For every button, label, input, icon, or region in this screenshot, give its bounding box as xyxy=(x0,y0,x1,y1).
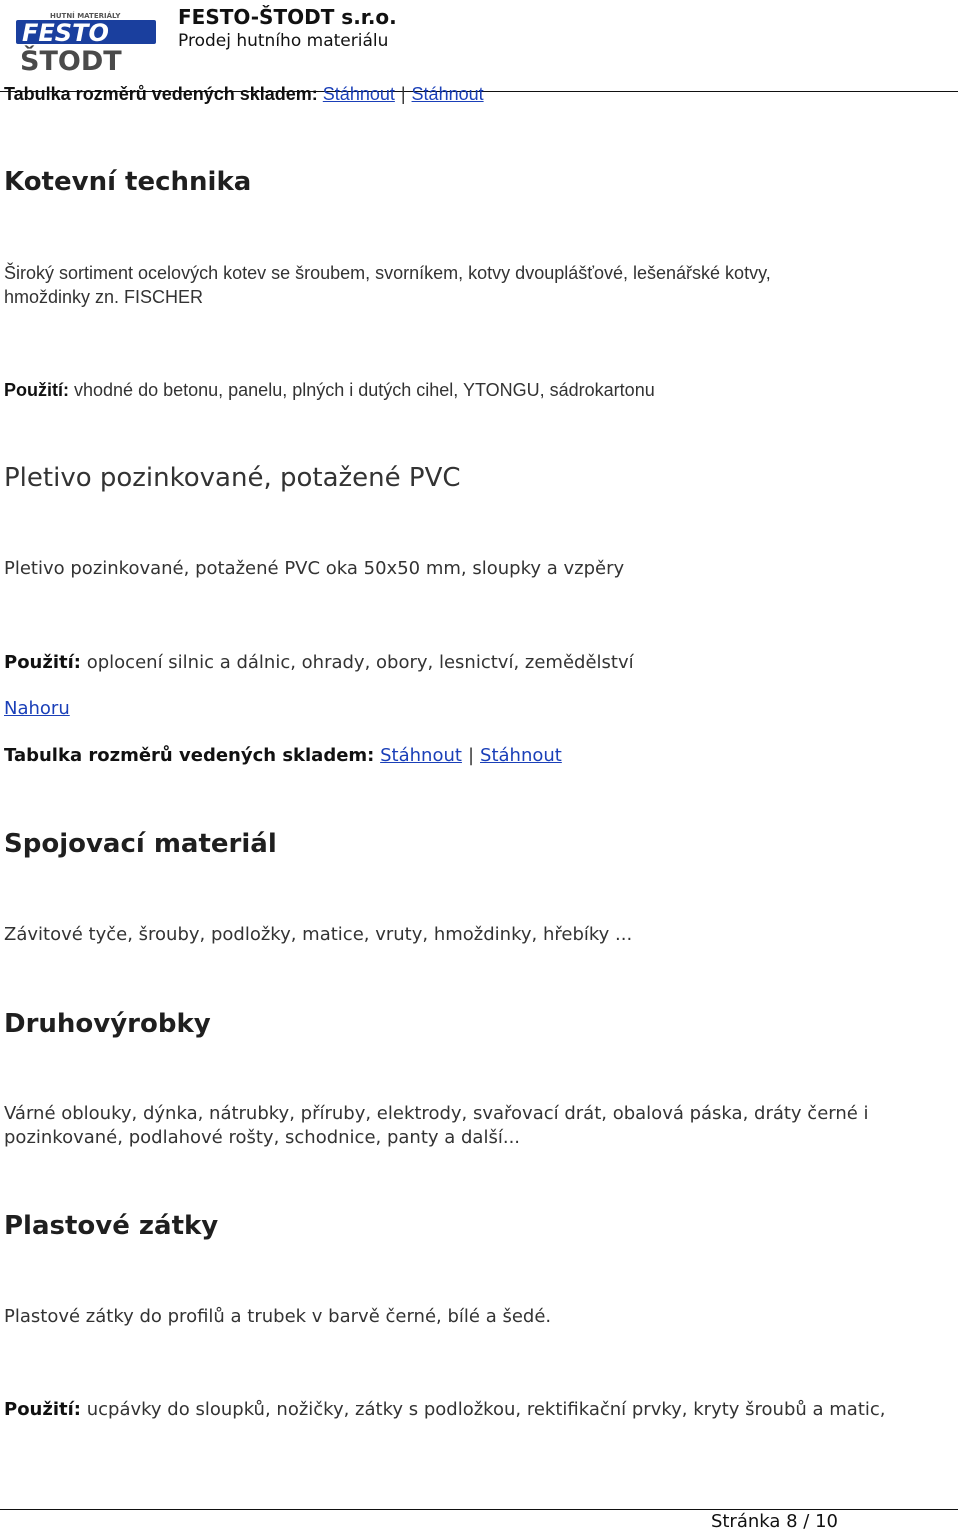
back-to-top xyxy=(4,697,70,721)
druhovyrobky-description-line2: pozinkované, podlahové rošty, schodnice, panty a další... xyxy=(4,1127,521,1148)
download-link[interactable]: Stáhnout xyxy=(480,745,562,766)
table-download-row xyxy=(4,82,484,106)
pletivo-description: Pletivo pozinkované, potažené PVC oka 50x50 mm, sloupky a vzpěry xyxy=(4,558,625,579)
download-link[interactable]: Stáhnout xyxy=(322,84,395,104)
usage-label: Použití: xyxy=(4,380,69,400)
section-heading-spojovaci: Spojovací materiál xyxy=(4,829,277,859)
kotevni-description-line1: Široký sortiment ocelových kotev se šroubem, svorníkem, kotvy dvouplášťové, lešenářské kotvy, xyxy=(4,263,771,283)
spojovaci-description: Závitové tyče, šrouby, podložky, matice, vruty, hmoždinky, hřebíky ... xyxy=(4,924,633,945)
table-label: Tabulka rozměrů vedených skladem: xyxy=(4,84,318,104)
table-label: Tabulka rozměrů vedených skladem: xyxy=(4,745,375,766)
download-link[interactable]: Stáhnout xyxy=(411,84,484,104)
separator: | xyxy=(400,84,406,104)
druhovyrobky-description-line1: Várné oblouky, dýnka, nátrubky, příruby, elektrody, svařovací drát, obalová páska, dráty černé i xyxy=(4,1103,869,1124)
plastove-usage xyxy=(4,1398,886,1422)
logo-small-text: HUTNÍ MATERIÁLY xyxy=(50,12,121,20)
company-tagline: Prodej hutního materiálu xyxy=(178,31,389,51)
table-download-row xyxy=(4,744,562,768)
kotevni-description-line2: hmoždinky zn. FISCHER xyxy=(4,287,204,307)
kotevni-usage xyxy=(4,378,655,402)
usage-text: ucpávky do sloupků, nožičky, zátky s podložkou, rektifikační prvky, kryty šroubů a matic, xyxy=(86,1399,886,1420)
nahoru-link[interactable]: Nahoru xyxy=(4,698,70,719)
section-heading-kotevni: Kotevní technika xyxy=(4,167,252,197)
section-heading-plastove: Plastové zátky xyxy=(4,1211,219,1241)
usage-text: vhodné do betonu, panelu, plných i dutých cihel, YTONGU, sádrokartonu xyxy=(74,380,655,400)
section-heading-druhovyrobky: Druhovýrobky xyxy=(4,1009,211,1039)
company-name: FESTO-ŠTODT s.r.o. xyxy=(178,5,397,29)
logo-line2: ŠTODT xyxy=(20,46,122,74)
separator: | xyxy=(467,745,475,766)
page-number: Stránka 8 / 10 xyxy=(710,1511,838,1532)
usage-label: Použití: xyxy=(4,652,81,673)
download-link[interactable]: Stáhnout xyxy=(380,745,462,766)
section-heading-pletivo: Pletivo pozinkované, potažené PVC xyxy=(4,463,461,493)
plastove-description: Plastové zátky do profilů a trubek v barvě černé, bílé a šedé. xyxy=(4,1306,552,1327)
company-logo xyxy=(14,10,159,74)
usage-text: oplocení silnic a dálnic, ohrady, obory, lesnictví, zemědělství xyxy=(86,652,634,673)
logo-line1: FESTO xyxy=(22,19,109,47)
usage-label: Použití: xyxy=(4,1399,81,1420)
footer-divider xyxy=(0,1509,958,1510)
pletivo-usage xyxy=(4,651,634,675)
